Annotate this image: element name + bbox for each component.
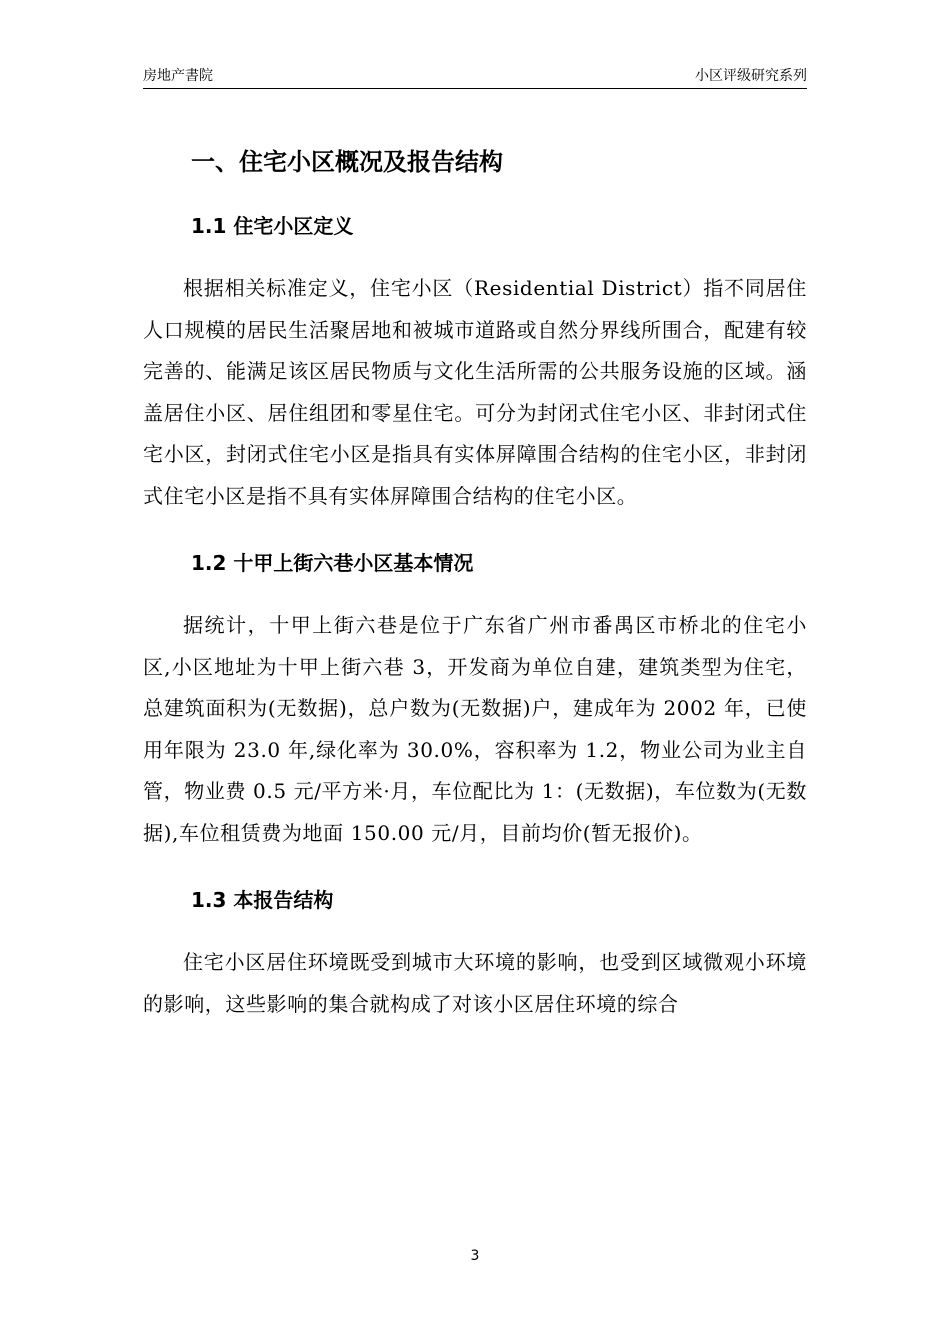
chapter-title: 一、住宅小区概况及报告结构 (191, 148, 503, 176)
section-paragraph-1-1: 根据相关标准定义，住宅小区（Residential District）指不同居住人口规模的居民生活聚居地和被城市道路或自然分界线所围合，配建有较完善的、能满足该区居民物质与文化生活所需的公共服务设施的区域。涵盖居住小区、居住组团和零星住宅。可分为封闭式住宅小区、非封闭式住宅小区，封闭式住宅小区是指具有实体屏障围合结构的住宅小区，非封闭式住宅小区是指不具有实体屏障围合结构的住宅小区。 (143, 276, 807, 508)
page-header (143, 66, 807, 89)
page-number: 3 (470, 1248, 480, 1264)
header-publisher: 房地产書院 (143, 68, 213, 84)
section-heading-1-1: 1.1 住宅小区定义 (191, 214, 354, 238)
section-heading-1-3: 1.3 本报告结构 (191, 888, 334, 912)
section-paragraph-1-2: 据统计，十甲上街六巷是位于广东省广州市番禺区市桥北的住宅小区,小区地址为十甲上街六巷 3，开发商为单位自建，建筑类型为住宅，总建筑面积为(无数据)，总户数为(无数据)户，建成年为 2002 年，已使用年限为 23.0 年,绿化率为 30.0%，容积率为 1.2，物业公司为业主自管，物业费 0.5 元/平方米·月，车位配比为 1：(无数据)，车位数为(无数据),车位租赁费为地面 150.00 元/月，目前均价(暂无报价)。 (143, 613, 807, 845)
header-series-title: 小区评级研究系列 (695, 68, 807, 84)
section-heading-1-2: 1.2 十甲上街六巷小区基本情况 (191, 551, 474, 575)
section-paragraph-1-3: 住宅小区居住环境既受到城市大环境的影响，也受到区域微观小环境的影响，这些影响的集合就构成了对该小区居住环境的综合 (143, 950, 807, 1016)
page-content (143, 142, 807, 1025)
